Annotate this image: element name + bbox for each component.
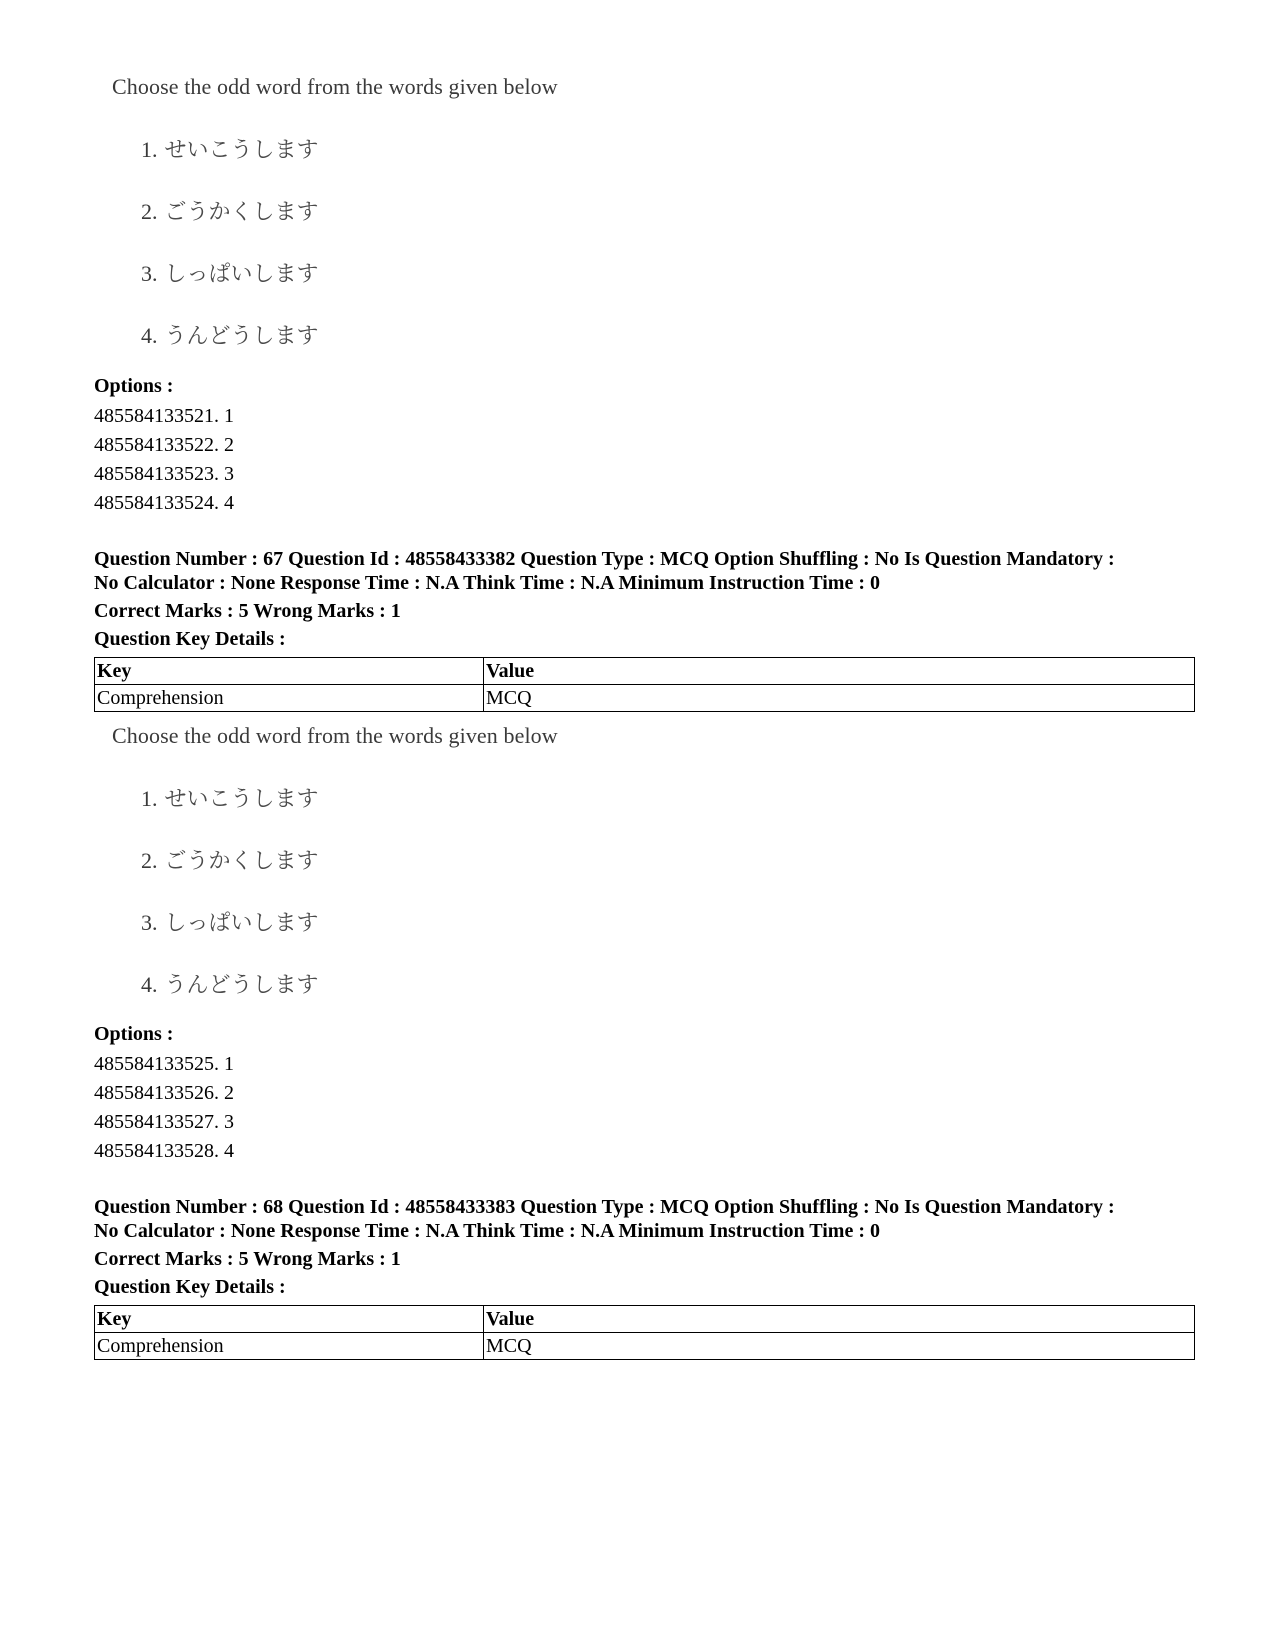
question-meta-line: Question Number : 68 Question Id : 48558433383 Question Type : MCQ Option Shuffling : No Is Question Mandatory : bbox=[94, 1196, 1115, 1218]
value-header: Value bbox=[484, 658, 1195, 685]
key-details-label: Question Key Details : bbox=[94, 1276, 286, 1298]
key-table bbox=[94, 657, 1195, 712]
choice-1: 1. せいこうします bbox=[141, 786, 319, 812]
options-label: Options : bbox=[94, 1023, 174, 1045]
question-image bbox=[112, 723, 632, 1003]
choice-1: 1. せいこうします bbox=[141, 137, 319, 163]
options-section bbox=[94, 374, 1194, 518]
table-row bbox=[95, 1333, 1195, 1360]
choice-4: 4. うんどうします bbox=[141, 972, 319, 998]
option-line: 485584133527. 3 bbox=[94, 1111, 234, 1133]
table-row bbox=[95, 685, 1195, 712]
option-line: 485584133521. 1 bbox=[94, 405, 234, 427]
key-details-label: Question Key Details : bbox=[94, 628, 286, 650]
key-table-header bbox=[95, 1306, 1195, 1333]
key-header: Key bbox=[95, 658, 484, 685]
question-prompt: Choose the odd word from the words given below bbox=[112, 74, 558, 99]
choice-2: 2. ごうかくします bbox=[141, 848, 319, 874]
value-cell: MCQ bbox=[484, 685, 1195, 712]
key-table bbox=[94, 1305, 1195, 1360]
key-table-header bbox=[95, 658, 1195, 685]
choice-3: 3. しっぱいします bbox=[141, 261, 319, 287]
choice-4: 4. うんどうします bbox=[141, 323, 319, 349]
question-marks: Correct Marks : 5 Wrong Marks : 1 bbox=[94, 1248, 401, 1270]
option-line: 485584133526. 2 bbox=[94, 1082, 234, 1104]
question-header bbox=[94, 547, 1194, 712]
key-cell: Comprehension bbox=[95, 1333, 484, 1360]
option-line: 485584133523. 3 bbox=[94, 463, 234, 485]
option-line: 485584133524. 4 bbox=[94, 492, 234, 514]
question-meta-line: No Calculator : None Response Time : N.A Think Time : N.A Minimum Instruction Time : 0 bbox=[94, 572, 880, 594]
key-cell: Comprehension bbox=[95, 685, 484, 712]
question-image bbox=[112, 74, 632, 354]
choice-3: 3. しっぱいします bbox=[141, 910, 319, 936]
options-section bbox=[94, 1022, 1194, 1166]
option-line: 485584133525. 1 bbox=[94, 1053, 234, 1075]
value-cell: MCQ bbox=[484, 1333, 1195, 1360]
option-line: 485584133522. 2 bbox=[94, 434, 234, 456]
question-meta-line: No Calculator : None Response Time : N.A Think Time : N.A Minimum Instruction Time : 0 bbox=[94, 1220, 880, 1242]
question-prompt: Choose the odd word from the words given below bbox=[112, 723, 558, 748]
key-header: Key bbox=[95, 1306, 484, 1333]
option-line: 485584133528. 4 bbox=[94, 1140, 234, 1162]
value-header: Value bbox=[484, 1306, 1195, 1333]
question-meta-line: Question Number : 67 Question Id : 48558433382 Question Type : MCQ Option Shuffling : No Is Question Mandatory : bbox=[94, 548, 1115, 570]
question-header bbox=[94, 1195, 1194, 1360]
choice-2: 2. ごうかくします bbox=[141, 199, 319, 225]
options-label: Options : bbox=[94, 375, 174, 397]
question-marks: Correct Marks : 5 Wrong Marks : 1 bbox=[94, 600, 401, 622]
